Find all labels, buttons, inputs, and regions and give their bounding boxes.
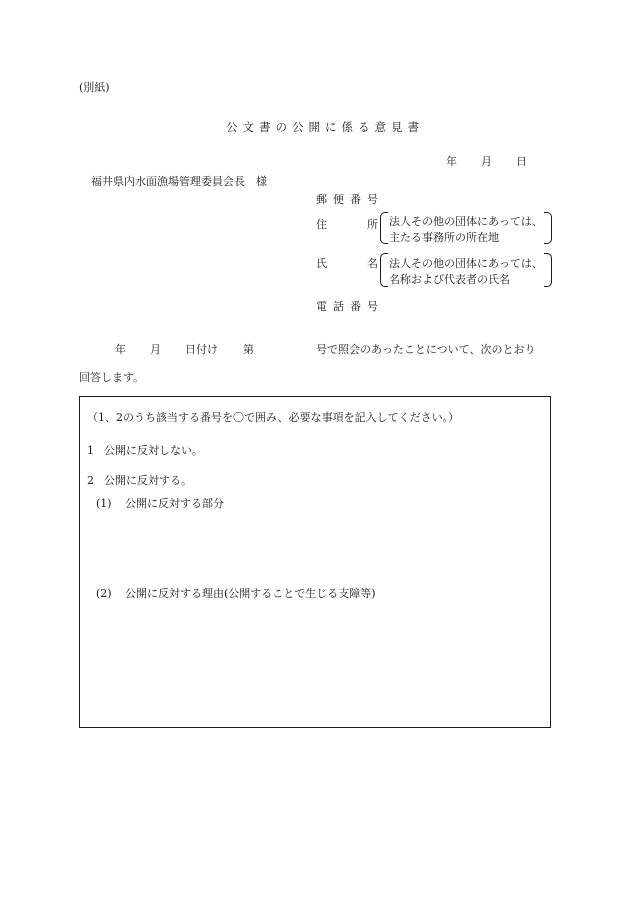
addressee: 福井県内水面漁場管理委員会長 様	[91, 175, 267, 188]
date-year-label: 年	[446, 155, 457, 168]
name-label-a: 氏	[316, 257, 327, 270]
body-month-label: 月	[150, 343, 161, 356]
option-1-text: 公開に反対しない。	[104, 444, 203, 457]
sub-item-2-text: 公開に反対する理由(公開することで生じる支障等)	[125, 587, 376, 600]
name-note-line1: 法人その他の団体にあっては、	[389, 257, 543, 270]
sub-item-1-text: 公開に反対する部分	[125, 497, 224, 510]
body-sentence-line2: 回答します。	[79, 371, 145, 384]
phone-number-label: 電話番号	[316, 300, 384, 313]
body-number-prefix: 第	[243, 343, 254, 356]
address-label-a: 住	[316, 218, 327, 231]
body-year-label: 年	[115, 343, 126, 356]
body-date-suffix: 日付け	[185, 343, 218, 356]
name-bracket-right	[544, 253, 552, 287]
name-note-line2: 名称および代表者の氏名	[389, 273, 510, 286]
address-label-b: 所	[367, 218, 378, 231]
address-bracket-right	[544, 212, 552, 244]
sub-item-2-number: (2)	[96, 587, 112, 600]
option-2-text: 公開に反対する。	[104, 474, 192, 487]
sub-item-1-number: (1)	[96, 497, 112, 510]
date-month-label: 月	[481, 155, 492, 168]
postal-code-label: 郵便番号	[316, 193, 384, 206]
name-label-b: 名	[367, 257, 378, 270]
address-note-line1: 法人その他の団体にあっては、	[389, 215, 543, 228]
address-note-line2: 主たる事務所の所在地	[389, 231, 499, 244]
option-2-number: 2	[87, 474, 94, 487]
date-day-label: 日	[516, 155, 527, 168]
body-sentence: 号で照会のあったことについて、次のとおり	[316, 343, 536, 356]
attachment-label: (別紙)	[79, 81, 110, 94]
option-1-number: 1	[87, 444, 94, 457]
address-bracket-left	[380, 212, 388, 244]
document-title: 公文書の公開に係る意見書	[226, 120, 424, 134]
name-bracket-left	[380, 253, 388, 287]
form-instruction: （1、2のうち該当する番号を〇で囲み、必要な事項を記入してください。）	[87, 411, 460, 424]
